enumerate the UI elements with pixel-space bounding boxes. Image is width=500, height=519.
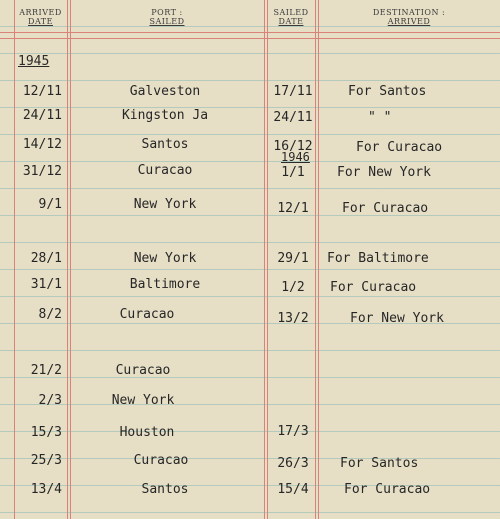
- header-destination-label: DESTINATION :: [372, 8, 446, 17]
- port-name: Santos: [141, 137, 189, 152]
- header-destination: [318, 8, 500, 26]
- arrived-date: 8/2: [38, 307, 62, 322]
- port-name: New York: [111, 393, 175, 408]
- header-arrived-sub: DATE: [28, 17, 53, 26]
- port-name: Santos: [141, 482, 189, 497]
- port-name: Houston: [119, 425, 175, 440]
- arrived-date: 24/11: [22, 108, 62, 123]
- arrived-date: 15/3: [30, 425, 62, 440]
- column-rule-arrived: [67, 0, 68, 519]
- header-port-sailed: [70, 8, 264, 26]
- arrived-date: 31/12: [22, 164, 62, 179]
- sailed-date: 1/2: [281, 280, 305, 295]
- header-port-label: PORT :: [151, 8, 183, 17]
- destination: For Baltimore: [327, 251, 429, 266]
- destination: For Curacao: [344, 482, 431, 497]
- destination: For Curacao: [330, 280, 417, 295]
- arrived-date: 25/3: [30, 453, 62, 468]
- header-destination-sub: ARRIVED: [387, 17, 431, 26]
- port-name: Curacao: [137, 163, 193, 178]
- sailed-date: 26/3: [277, 456, 309, 471]
- port-name: Curacao: [119, 307, 175, 322]
- header-sailed-label: SAILED: [273, 8, 309, 17]
- arrived-date: 2/3: [38, 393, 62, 408]
- header-sailed-date: [267, 8, 315, 26]
- column-rule-port: [264, 0, 265, 519]
- port-name: New York: [133, 197, 197, 212]
- port-name: Curacao: [115, 363, 171, 378]
- sailed-date: 15/4: [277, 482, 309, 497]
- sailed-date: 13/2: [277, 311, 309, 326]
- column-rule-sailed-double: [318, 0, 319, 519]
- arrived-date: 12/11: [22, 84, 62, 99]
- destination: For Santos: [348, 84, 427, 99]
- header-sailed-sub: DATE: [278, 17, 304, 26]
- port-name: New York: [133, 251, 197, 266]
- destination: For New York: [350, 311, 444, 326]
- header-arrived-date: [14, 8, 67, 26]
- destination-ditto: " ": [368, 110, 392, 125]
- sailed-date: 1/1: [281, 165, 305, 180]
- arrived-date: 28/1: [30, 251, 62, 266]
- year-1946: 1946: [281, 150, 310, 164]
- destination: For Curacao: [342, 201, 429, 216]
- port-name: Curacao: [133, 453, 189, 468]
- sailed-date: 12/1: [277, 201, 309, 216]
- destination: For Curacao: [356, 140, 443, 155]
- header-port-sub: SAILED: [149, 17, 185, 26]
- arrived-date: 9/1: [38, 197, 62, 212]
- arrived-date: 21/2: [30, 363, 62, 378]
- sailed-date: 24/11: [273, 110, 313, 125]
- year-1945: 1945: [18, 54, 50, 69]
- header-arrived-label: ARRIVED: [19, 8, 62, 17]
- header-rule: [0, 32, 500, 33]
- port-name: Kingston Ja: [121, 108, 209, 123]
- sailed-date: 17/11: [273, 84, 313, 99]
- sailed-date: 16/12: [273, 139, 313, 154]
- arrived-date: 13/4: [30, 482, 62, 497]
- arrived-date: 14/12: [22, 137, 62, 152]
- header-rule-double: [0, 38, 500, 39]
- arrived-date: 31/1: [30, 277, 62, 292]
- sailed-date: 29/1: [277, 251, 309, 266]
- destination: For Santos: [340, 456, 419, 471]
- sailed-date: 17/3: [277, 424, 309, 439]
- port-name: Galveston: [129, 84, 201, 99]
- port-name: Baltimore: [129, 277, 201, 292]
- column-rule-arrived-double: [70, 0, 71, 519]
- destination: For New York: [337, 165, 431, 180]
